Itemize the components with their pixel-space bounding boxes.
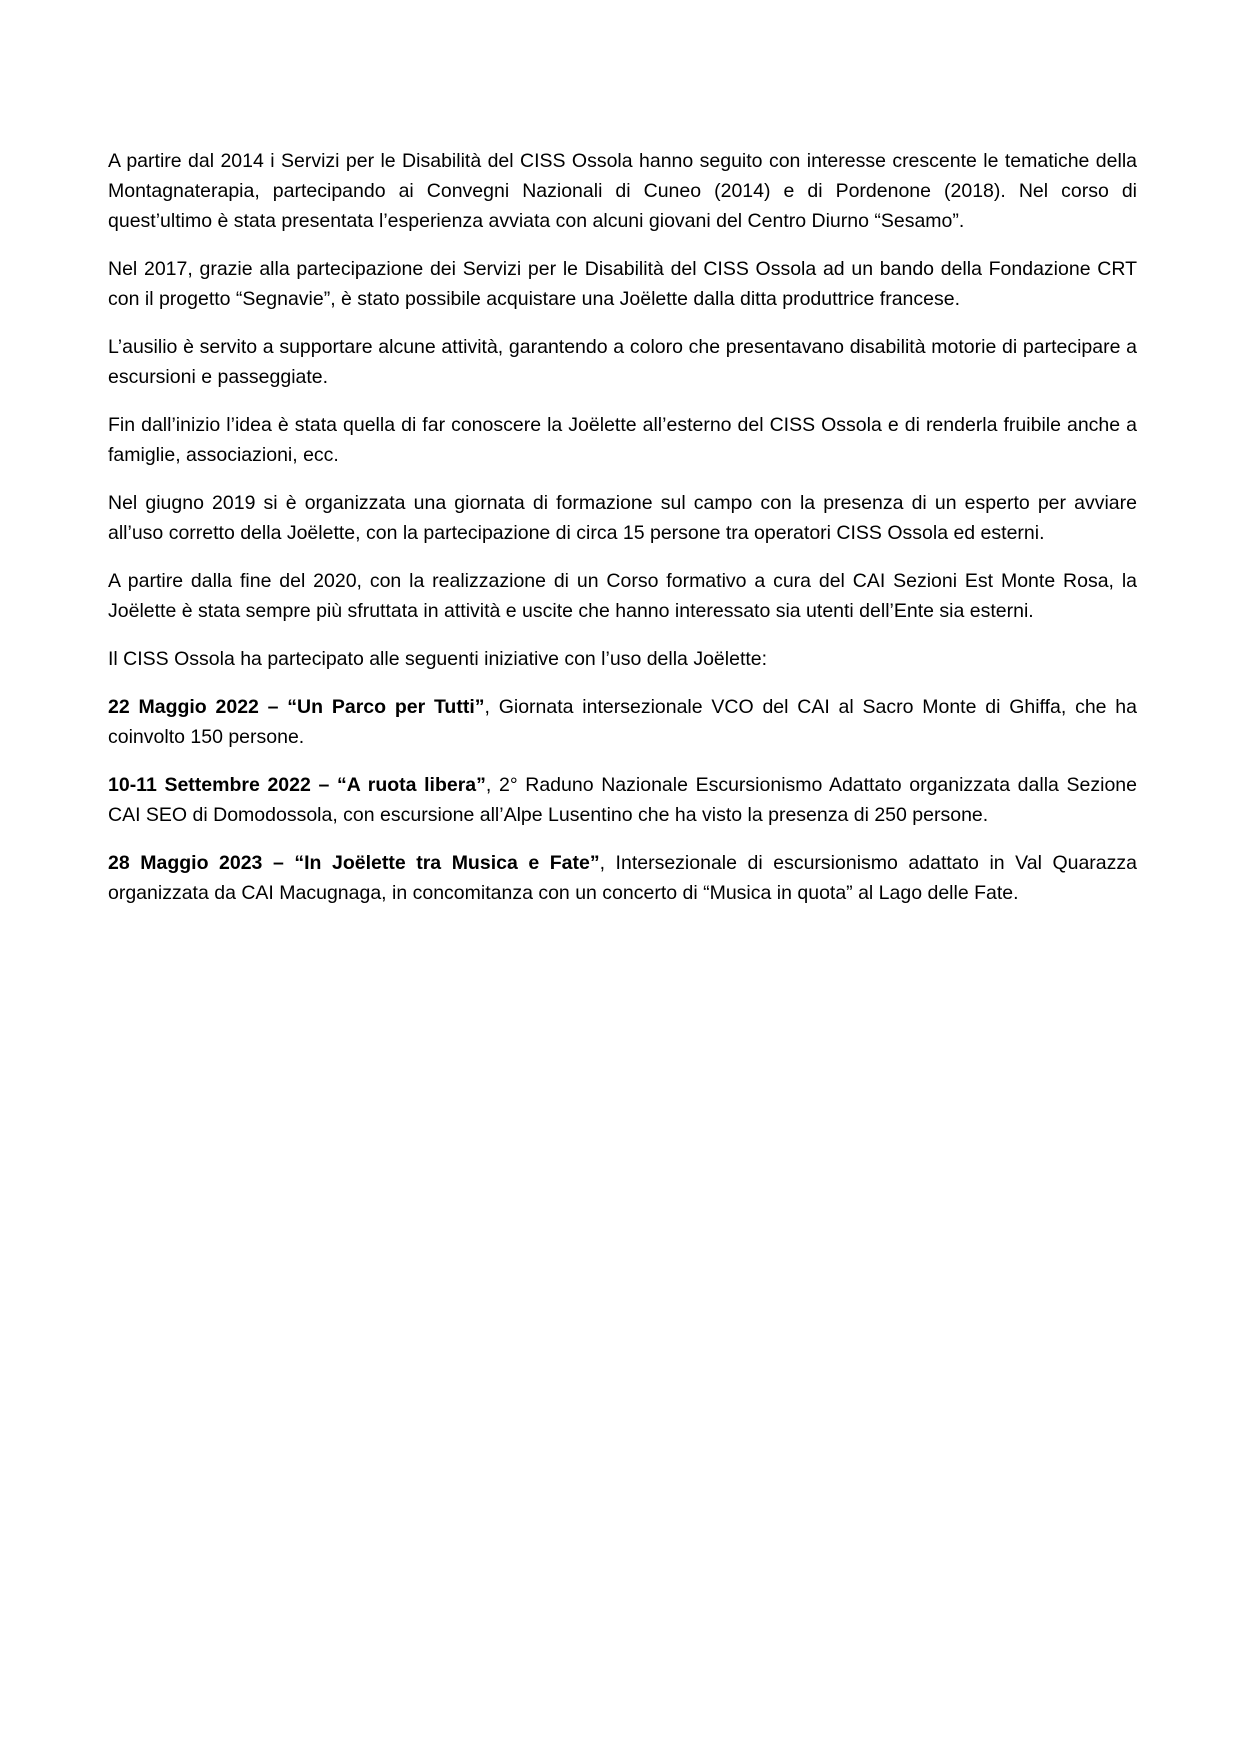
paragraph-9 <box>108 770 1137 830</box>
text-run-bold: 10-11 Settembre 2022 – “A ruota libera” <box>108 774 486 796</box>
text-run-bold: 22 Maggio 2022 – “Un Parco per Tutti” <box>108 696 485 718</box>
text-run: A partire dal 2014 i Servizi per le Disabilità del CISS Ossola hanno seguito con interesse crescente le tematiche della Montagnaterapia, partecipando ai Convegni Nazionali di Cuneo (2014) e di Pordenone (2018). Nel corso di quest’ultimo è stata presentata l’esperienza avviata con alcuni giovani del Centro Diurno “Sesamo”. <box>108 150 1137 232</box>
paragraph-5 <box>108 488 1137 548</box>
text-run: Fin dall’inizio l’idea è stata quella di far conoscere la Joëlette all’esterno del CISS Ossola e di renderla fruibile anche a famiglie, associazioni, ecc. <box>108 414 1137 466</box>
text-run: A partire dalla fine del 2020, con la realizzazione di un Corso formativo a cura del CAI Sezioni Est Monte Rosa, la Joëlette è stata sempre più sfruttata in attività e uscite che hanno interessato sia utenti dell’Ente sia esterni. <box>108 570 1137 622</box>
paragraph-1 <box>108 146 1137 236</box>
paragraph-8 <box>108 692 1137 752</box>
text-run: L’ausilio è servito a supportare alcune attività, garantendo a coloro che presentavano disabilità motorie di partecipare a escursioni e passeggiate. <box>108 336 1137 388</box>
text-run: Il CISS Ossola ha partecipato alle seguenti iniziative con l’uso della Joëlette: <box>108 648 768 670</box>
paragraph-10 <box>108 848 1137 908</box>
text-run: , 2° Raduno Nazionale Escursionismo Adattato organizzata dalla Sezione CAI SEO di Domodossola, con escursione all’Alpe Lusentino che ha visto la presenza di 250 persone. <box>108 774 1138 826</box>
document-body <box>108 146 1137 908</box>
text-run: Nel giugno 2019 si è organizzata una giornata di formazione sul campo con la presenza di un esperto per avviare all’uso corretto della Joëlette, con la partecipazione di circa 15 persone tra operatori CISS Ossola ed esterni. <box>108 492 1137 544</box>
paragraph-6 <box>108 566 1137 626</box>
paragraph-4 <box>108 410 1137 470</box>
paragraph-7 <box>108 644 1137 674</box>
paragraph-3 <box>108 332 1137 392</box>
text-run: , Giornata intersezionale VCO del CAI al Sacro Monte di Ghiffa, che ha coinvolto 150 persone. <box>108 696 1137 748</box>
text-run: , Intersezionale di escursionismo adattato in Val Quarazza organizzata da CAI Macugnaga, in concomitanza con un concerto di “Musica in quota” al Lago delle Fate. <box>108 852 1137 904</box>
paragraph-2 <box>108 254 1137 314</box>
text-run: Nel 2017, grazie alla partecipazione dei Servizi per le Disabilità del CISS Ossola ad un bando della Fondazione CRT con il progetto “Segnavie”, è stato possibile acquistare una Joëlette dalla ditta produttrice francese. <box>108 258 1137 310</box>
text-run-bold: 28 Maggio 2023 – “In Joëlette tra Musica e Fate” <box>108 852 600 874</box>
